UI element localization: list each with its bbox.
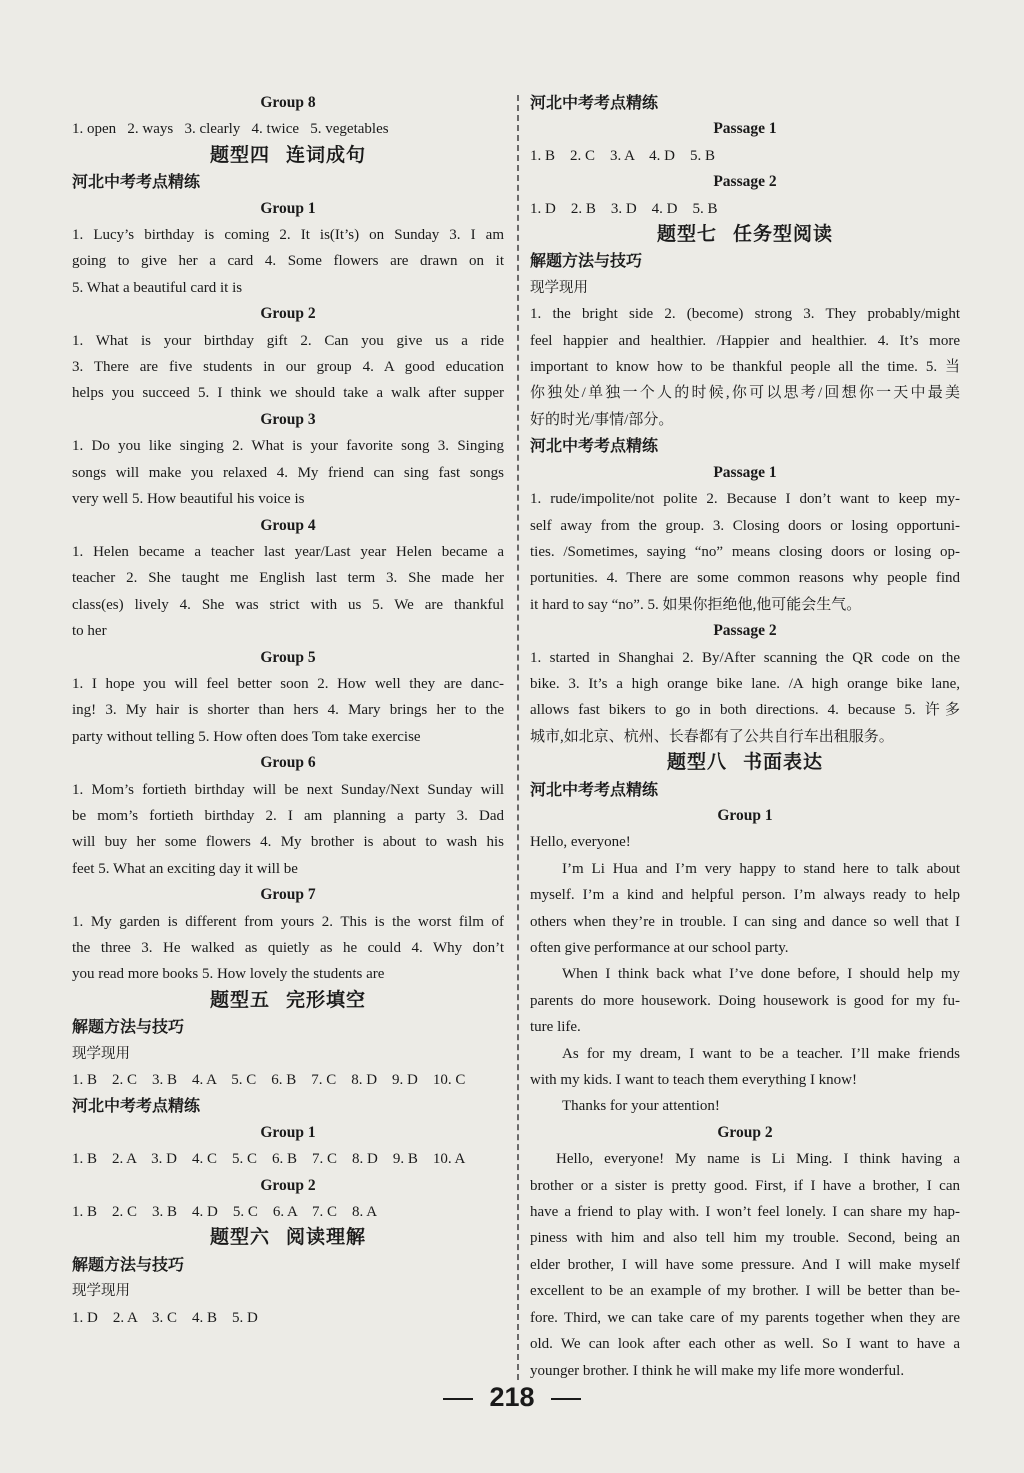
s8-group-1-line: with my kids. I want to teach them everything I know!: [530, 1072, 858, 1089]
section-5-name: 完形填空: [286, 989, 367, 1011]
s8-group-2-line: younger brother. I think he will make my life more wonderful.: [530, 1362, 905, 1379]
s4-group-7-line: 1. My garden is different from yours 2. This is the worst film of: [72, 913, 504, 930]
s4-group-3-line: very well 5. How beautiful his voice is: [72, 491, 305, 508]
s8-group-2-line: old. We can look after each other as well. So I want to have a: [530, 1336, 960, 1353]
s7-passage-1-line: ties. /Sometimes, saying “no” means closing doors or losing op-: [530, 543, 960, 560]
s4-group-1-title: Group 1: [260, 199, 316, 217]
right-column: [530, 90, 960, 1384]
section-6-apply-label: 现学现用: [72, 1283, 130, 1300]
s4-group-5-line: 1. I hope you will feel better soon 2. How well they are danc-: [72, 675, 504, 692]
section-8-name: 书面表达: [743, 752, 824, 774]
section-6-practice-label: 河北中考考点精练: [530, 93, 659, 112]
column-divider: [517, 95, 519, 1380]
section-4-number: 题型四: [209, 144, 270, 166]
s4-group-5-line: party without telling 5. How often does Tom take exercise: [72, 728, 421, 745]
section-5-number: 题型五: [209, 989, 270, 1011]
s4-group-6-line: feet 5. What an exciting day it will be: [72, 860, 298, 877]
s8-group-1-line: When I think back what I’ve done before, I should help my: [562, 966, 960, 983]
s8-group-1-line: myself. I’m a kind and helpful person. I’m always ready to help: [530, 887, 960, 904]
s4-group-1-line: 1. Lucy’s birthday is coming 2. It is(It’s) on Sunday 3. I am: [72, 227, 504, 244]
s8-group-1-line: ture life.: [530, 1019, 581, 1036]
s4-group-5-title: Group 5: [260, 648, 316, 666]
page-number-dash-left: [443, 1398, 473, 1400]
section-8-practice-label: 河北中考考点精练: [530, 779, 659, 799]
s8-group-2-line: have a friend to play with. I won’t feel lonely. I can share my hap-: [530, 1204, 960, 1221]
s8-group-1-line: parents do more housework. Doing housework is good for my fu-: [530, 992, 960, 1009]
page-number-value: 218: [489, 1382, 535, 1412]
s8-group-2-title: Group 2: [717, 1123, 773, 1141]
section-8-number: 题型八: [666, 752, 727, 774]
s8-group-1-greeting: Hello, everyone!: [530, 834, 631, 851]
s7-apply-line: important to know how to be thankful people all the time. 5. 当: [530, 359, 960, 376]
s7-passage-1-line: it hard to say “no”. 5. 如果你拒绝他,他可能会生气。: [530, 596, 862, 613]
s7-passage-2-line: bike. 3. It’s a high orange bike lane. /A high orange bike lane,: [530, 675, 960, 692]
s7-passage-1-line: portunities. 4. There are some common reasons why people find: [530, 570, 960, 587]
s8-group-1-closing: Thanks for your attention!: [562, 1098, 720, 1115]
s7-apply-line: 好的时光/事情/部分。: [530, 411, 674, 428]
s8-group-1-title: Group 1: [717, 806, 773, 824]
section-7-practice-label: 河北中考考点精练: [530, 436, 659, 456]
section-8-heading: [530, 750, 960, 776]
s8-group-2-line: piness with him and also tell him my trouble. Second, being an: [530, 1230, 960, 1247]
s7-apply-line: 1. the bright side 2. (become) strong 3. They probably/might: [530, 306, 960, 323]
s4-group-3-title: Group 3: [260, 410, 316, 428]
s5-group-2-title: Group 2: [260, 1176, 316, 1194]
s4-group-4-line: to her: [72, 623, 107, 640]
page-number-dash-right: [551, 1398, 581, 1400]
s7-passage-2-title: Passage 2: [713, 622, 777, 640]
s4-group-4-line: teacher 2. She taught me English last term 3. She made her: [72, 570, 504, 587]
group-8-title: Group 8: [260, 94, 316, 111]
section-5-apply-answers: 1. B 2. C 3. B 4. A 5. C 6. B 7. C 8. D 9. D 10. C: [72, 1072, 466, 1089]
s8-group-1-line: others when they’re in trouble. I can sing and dance so well that I: [530, 913, 960, 930]
s4-group-6-title: Group 6: [260, 754, 316, 772]
section-4-practice-label: 河北中考考点精练: [72, 172, 201, 192]
s8-group-1-line: I’m Li Hua and I’m very happy to stand here to talk about: [562, 860, 960, 877]
s5-group-2-answers: 1. B 2. C 3. B 4. D 5. C 6. A 7. C 8. A: [72, 1204, 378, 1221]
s4-group-7-title: Group 7: [260, 886, 316, 904]
section-6-method-label: 解题方法与技巧: [72, 1254, 185, 1274]
s6-passage-1-title: Passage 1: [713, 120, 777, 138]
s8-group-2-line: excellent to be an example of my brother. I will be better than be-: [530, 1283, 960, 1300]
section-7-name: 任务型阅读: [733, 224, 834, 246]
s4-group-6-line: be mom’s fortieth birthday 2. I am planning a party 3. Dad: [72, 807, 504, 824]
left-column: [72, 90, 504, 1331]
s4-group-4-title: Group 4: [260, 516, 316, 534]
s4-group-1-line: 5. What a beautiful card it is: [72, 279, 243, 296]
group-8-answers: 1. open 2. ways 3. clearly 4. twice 5. vegetables: [72, 121, 389, 138]
s5-group-1-title: Group 1: [260, 1123, 316, 1141]
section-5-heading: [72, 988, 504, 1014]
s4-group-5-line: ing! 3. My hair is shorter than hers 4. Mary brings her to the: [72, 702, 504, 719]
section-4-heading: [72, 143, 504, 169]
s7-apply-line: feel happier and healthier. /Happier and healthier. 4. It’s more: [530, 332, 960, 349]
section-5-practice-label: 河北中考考点精练: [72, 1096, 201, 1116]
s7-passage-2-line: allows fast bikers to go in both directions. 4. because 5. 许多: [530, 702, 960, 719]
s4-group-7-line: the three 3. He walked as quietly as he could 4. Why don’t: [72, 940, 504, 956]
section-6-apply-answers: 1. D 2. A 3. C 4. B 5. D: [72, 1309, 258, 1326]
section-4-name: 连词成句: [286, 144, 367, 166]
s4-group-2-line: helps you succeed 5. I think we should take a walk after supper: [72, 385, 504, 402]
s7-passage-1-line: self away from the group. 3. Closing doors or losing opportuni-: [530, 517, 960, 534]
s4-group-1-line: going to give her a card 4. Some flowers are drawn on it: [72, 253, 504, 270]
s4-group-2-title: Group 2: [260, 305, 316, 323]
section-5-method-label: 解题方法与技巧: [72, 1017, 185, 1037]
section-7-apply-label: 现学现用: [530, 279, 588, 296]
section-6-heading: [72, 1225, 504, 1251]
s7-passage-2-line: 1. started in Shanghai 2. By/After scanning the QR code on the: [530, 649, 960, 666]
s8-group-2-line: fore. Third, we can take care of my parents together when they are: [530, 1309, 960, 1326]
s6-passage-2-answers: 1. D 2. B 3. D 4. D 5. B: [530, 200, 718, 217]
section-7-heading: [530, 222, 960, 248]
s7-passage-2-line: 城市,如北京、杭州、长春都有了公共自行车出租服务。: [530, 728, 894, 745]
s6-passage-1-answers: 1. B 2. C 3. A 4. D 5. B: [530, 147, 716, 164]
s4-group-6-line: 1. Mom’s fortieth birthday will be next Sunday/Next Sunday will: [72, 781, 504, 798]
s4-group-2-line: 3. There are five students in our group 4. A good education: [72, 359, 504, 376]
s8-group-2-line: elder brother, I will have some pressure. And I will make myself: [530, 1256, 960, 1273]
s6-passage-2-title: Passage 2: [713, 173, 777, 191]
section-7-number: 题型七: [656, 224, 717, 246]
section-6-number: 题型六: [209, 1227, 270, 1249]
s7-passage-1-line: 1. rude/impolite/not polite 2. Because I don’t want to keep my-: [530, 491, 960, 508]
s7-apply-line: 你独处/单独一个人的时候,你可以思考/回想你一天中最美: [530, 385, 960, 402]
section-6-name: 阅读理解: [286, 1227, 367, 1249]
s5-group-1-answers: 1. B 2. A 3. D 4. C 5. C 6. B 7. C 8. D 9. B 10. A: [72, 1151, 466, 1168]
s8-group-2-line: Hello, everyone! My name is Li Ming. I think having a: [556, 1151, 960, 1168]
page-number: [0, 1382, 1024, 1413]
s4-group-2-line: 1. What is your birthday gift 2. Can you give us a ride: [72, 332, 504, 349]
s8-group-2-line: brother or a sister is pretty good. First, if I have a brother, I can: [530, 1177, 960, 1194]
s4-group-3-line: 1. Do you like singing 2. What is your favorite song 3. Singing: [72, 438, 504, 455]
s7-passage-1-title: Passage 1: [713, 463, 777, 481]
section-7-method-label: 解题方法与技巧: [530, 251, 643, 271]
s4-group-7-line: you read more books 5. How lovely the students are: [72, 966, 385, 983]
s4-group-3-line: songs will make you relaxed 4. My friend can sing fast songs: [72, 464, 504, 481]
s8-group-1-line: As for my dream, I want to be a teacher. I’ll make friends: [562, 1045, 960, 1062]
s4-group-4-line: 1. Helen became a teacher last year/Last year Helen became a: [72, 543, 504, 560]
s4-group-4-line: class(es) lively 4. She was strict with us 5. We are thankful: [72, 596, 504, 613]
section-5-apply-label: 现学现用: [72, 1045, 130, 1062]
s8-group-1-line: often give performance at our school party.: [530, 940, 789, 956]
s4-group-6-line: will buy her some flowers 4. My brother is about to wash his: [72, 834, 504, 851]
